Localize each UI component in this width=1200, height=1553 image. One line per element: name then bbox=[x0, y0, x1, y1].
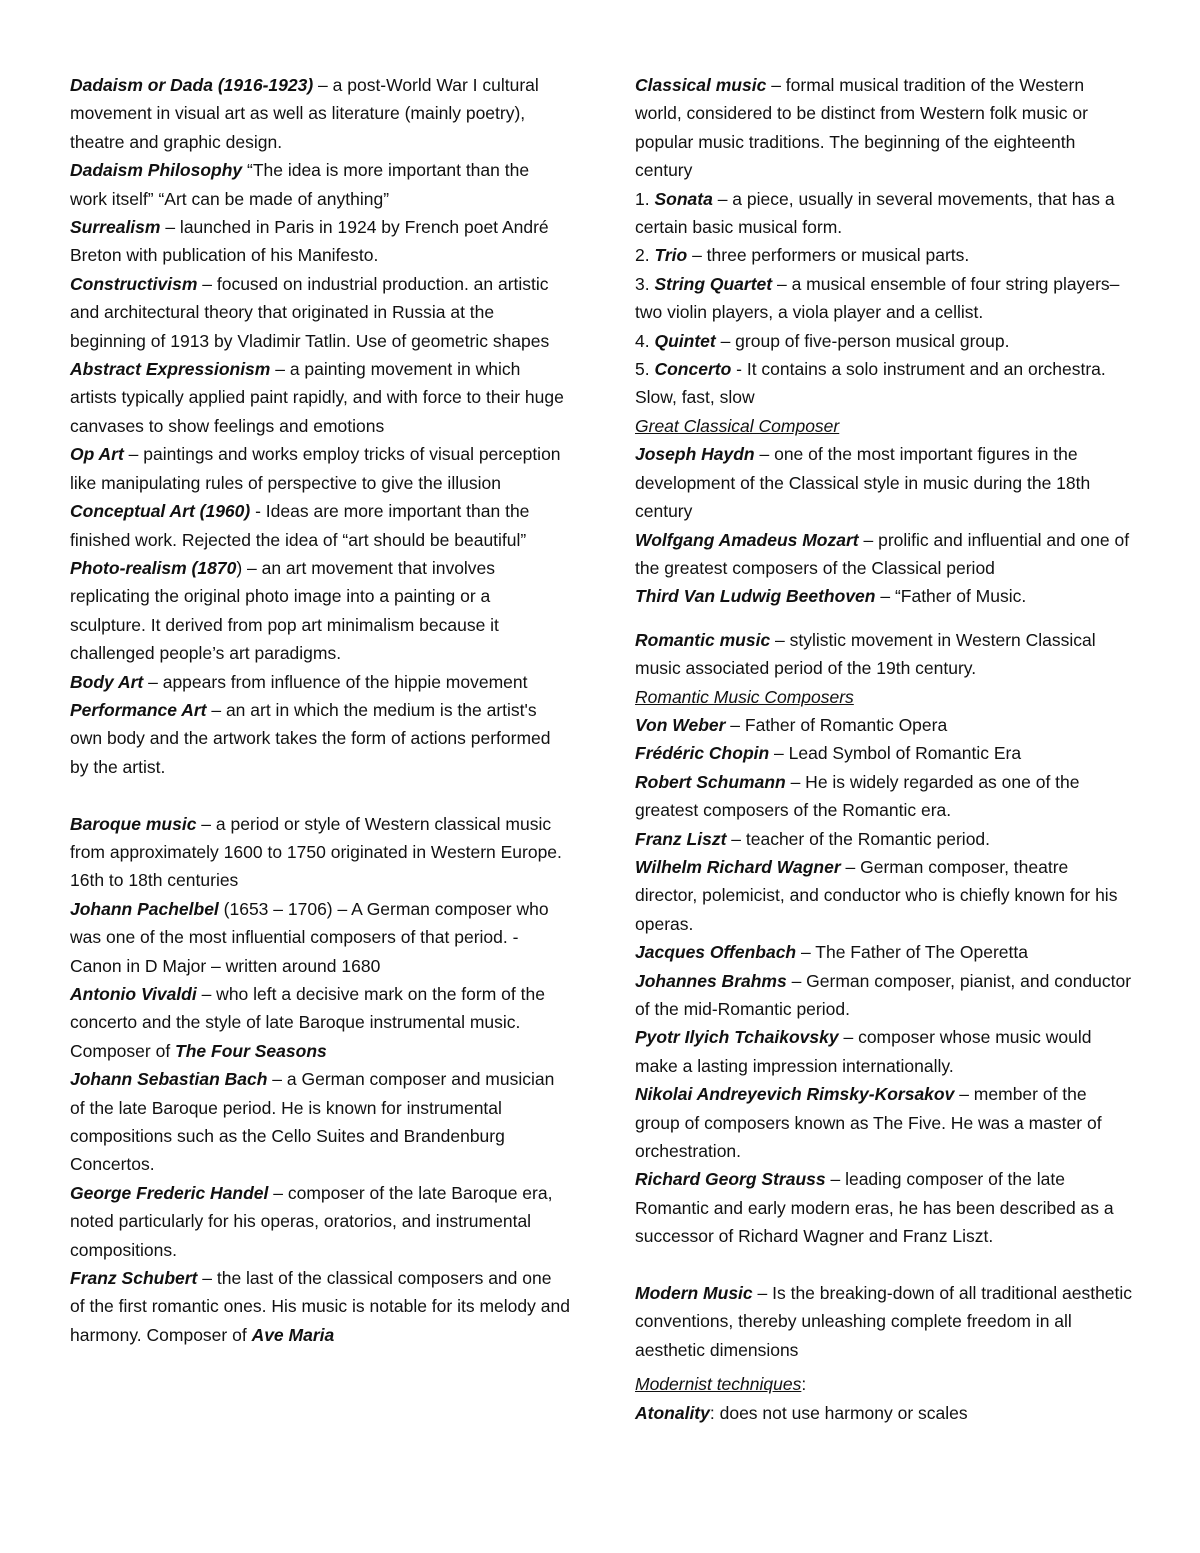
def-conceptual-art: - Ideas are more important than the finished work. Rejected the idea of “art should be beautiful” bbox=[70, 501, 530, 550]
def-photo-realism: ) – an art movement that involves replicating the original photo image into a painting or a sculpture. It derived from pop art minimalism because it challenged people’s art paradigms. bbox=[70, 557, 499, 664]
entry-classical-music bbox=[635, 71, 1135, 185]
term-offenbach: Jacques Offenbach bbox=[635, 942, 797, 963]
term-liszt: Franz Liszt bbox=[635, 828, 727, 849]
term-schubert: Franz Schubert bbox=[70, 1268, 198, 1289]
term-chopin: Frédéric Chopin bbox=[635, 743, 770, 764]
term-mozart: Wolfgang Amadeus Mozart bbox=[635, 529, 859, 550]
heading-modernist-techniques bbox=[635, 1370, 1135, 1398]
def-romantic-music: – stylistic movement in Western Classical music associated period of the 19th century. bbox=[635, 629, 1096, 679]
def-quintet: – group of five-person musical group. bbox=[715, 330, 1010, 351]
entry-tchaikovsky bbox=[635, 1023, 1135, 1080]
def-surrealism: – launched in Paris in 1924 by French poet André Breton with publication of his Manifesto. bbox=[70, 217, 549, 266]
def-beethoven: – “Father of Music. bbox=[875, 586, 1027, 607]
def-constructivism: – focused on industrial production. an artistic and architectural theory that originated in Russia at the beginning of 1913 by Vladimir Tatlin. Use of geometric shapes bbox=[70, 273, 550, 351]
def-performance-art: – an art in which the medium is the artist's own body and the artwork takes the form of actions performed by the artist. bbox=[70, 699, 551, 777]
num-trio: 2. bbox=[635, 245, 655, 266]
entry-weber bbox=[635, 711, 1135, 739]
term-trio: Trio bbox=[654, 245, 688, 266]
num-quintet: 4. bbox=[635, 330, 655, 351]
entry-beethoven bbox=[635, 582, 1135, 610]
term-quintet: Quintet bbox=[654, 330, 716, 351]
num-sonata: 1. bbox=[635, 188, 655, 209]
def-classical-music: – formal musical tradition of the Western world, considered to be distinct from Western folk music or popular music traditions. The beginning of the eighteenth century bbox=[635, 75, 1088, 181]
def-modern-music: – Is the breaking-down of all traditional aesthetic conventions, thereby unleashing complete freedom in all aesthetic dimensions bbox=[635, 1283, 1133, 1360]
num-string-quartet: 3. bbox=[635, 273, 655, 294]
entry-chopin bbox=[635, 739, 1135, 767]
entry-dadaism-philosophy bbox=[70, 156, 570, 213]
entry-vivaldi bbox=[70, 980, 570, 1065]
def-pachelbel: (1653 – 1706) – A German composer who was one of the most influential composers of that period. - Canon in D Major – written around 1680 bbox=[70, 898, 549, 976]
term-dadaism: Dadaism or Dada (1916-1923) bbox=[70, 75, 314, 95]
term-modern-music: Modern Music bbox=[635, 1283, 753, 1304]
entry-schubert bbox=[70, 1264, 570, 1349]
heading-modernist-colon: : bbox=[801, 1374, 807, 1395]
term-atonality: Atonality bbox=[635, 1402, 710, 1423]
term-sonata: Sonata bbox=[654, 188, 713, 209]
entry-handel bbox=[70, 1179, 570, 1264]
term-vivaldi: Antonio Vivaldi bbox=[70, 983, 197, 1004]
work-four-seasons: The Four Seasons bbox=[175, 1040, 327, 1061]
def-dadaism: – a post-World War I cultural movement in visual art as well as literature (mainly poetry), theatre and graphic design. bbox=[70, 75, 539, 152]
def-sonata: – a piece, usually in several movements, that has a certain basic musical form. bbox=[635, 188, 1115, 238]
def-haydn: – one of the most important figures in the development of the Classical style in music during the 18th century bbox=[635, 444, 1091, 522]
entry-photo-realism bbox=[70, 554, 570, 668]
entry-modern-music bbox=[635, 1279, 1135, 1364]
entry-string-quartet bbox=[635, 270, 1135, 327]
def-offenbach: – The Father of The Operetta bbox=[796, 942, 1028, 963]
def-abstract-expressionism: – a painting movement in which artists typically applied paint rapidly, and with force to their huge canvases to show feelings and emotions bbox=[70, 359, 564, 436]
term-concerto: Concerto bbox=[654, 359, 732, 380]
entry-strauss bbox=[635, 1165, 1135, 1250]
def-vivaldi: – who left a decisive mark on the form of the concerto and the style of late Baroque instrumental music. Composer of bbox=[70, 983, 545, 1061]
heading-romantic-music-composers-text: Romantic Music Composers bbox=[635, 686, 854, 707]
def-chopin: – Lead Symbol of Romantic Era bbox=[769, 743, 1022, 764]
entry-trio bbox=[635, 241, 1135, 269]
def-trio: – three performers or musical parts. bbox=[687, 245, 970, 266]
entry-op-art bbox=[70, 440, 570, 497]
section-spacer bbox=[635, 1251, 1135, 1279]
term-haydn: Joseph Haydn bbox=[635, 444, 755, 465]
entry-quintet bbox=[635, 327, 1135, 355]
def-tchaikovsky: – composer whose music would make a lasting impression internationally. bbox=[635, 1027, 1092, 1076]
entry-offenbach bbox=[635, 938, 1135, 966]
entry-conceptual-art bbox=[70, 497, 570, 554]
def-strauss: – leading composer of the late Romantic and early modern eras, he has been described as a successor of Richard Wagner and Franz Liszt. bbox=[635, 1169, 1114, 1247]
term-romantic-music: Romantic music bbox=[635, 629, 771, 650]
entry-surrealism bbox=[70, 213, 570, 270]
section-spacer bbox=[635, 611, 1135, 626]
entry-atonality bbox=[635, 1399, 1135, 1427]
entry-bach bbox=[70, 1065, 570, 1179]
entry-romantic-music bbox=[635, 626, 1135, 683]
entry-liszt bbox=[635, 825, 1135, 853]
term-body-art: Body Art bbox=[70, 671, 144, 692]
entry-constructivism bbox=[70, 270, 570, 355]
def-weber: – Father of Romantic Opera bbox=[725, 714, 948, 735]
term-handel: George Frederic Handel bbox=[70, 1182, 269, 1203]
heading-great-classical-composer-text: Great Classical Composer bbox=[635, 415, 840, 436]
work-ave-maria: Ave Maria bbox=[251, 1324, 335, 1345]
term-schumann: Robert Schumann bbox=[635, 771, 786, 792]
def-liszt: – teacher of the Romantic period. bbox=[726, 828, 991, 849]
term-dadaism-philosophy: Dadaism Philosophy bbox=[70, 160, 243, 181]
entry-concerto bbox=[635, 355, 1135, 412]
term-bach: Johann Sebastian Bach bbox=[70, 1069, 268, 1090]
term-conceptual-art: Conceptual Art (1960) bbox=[70, 501, 251, 522]
term-wagner: Wilhelm Richard Wagner bbox=[635, 856, 841, 877]
entry-wagner bbox=[635, 853, 1135, 938]
entry-brahms bbox=[635, 967, 1135, 1024]
def-dadaism-philosophy: “The idea is more important than the work itself” “Art can be made of anything” bbox=[70, 160, 530, 209]
entry-pachelbel bbox=[70, 895, 570, 980]
def-schubert: – the last of the classical composers and one of the first romantic ones. His music is notable for its melody and harmony. Composer of bbox=[70, 1268, 570, 1345]
term-performance-art: Performance Art bbox=[70, 699, 207, 720]
def-bach: – a German composer and musician of the late Baroque period. He is known for instrumental compositions such as the Cello Suites and Brandenburg Concertos. bbox=[70, 1069, 555, 1175]
right-column bbox=[635, 71, 1135, 1427]
def-mozart: – prolific and influential and one of the greatest composers of the Classical period bbox=[635, 529, 1130, 578]
def-handel: – composer of the late Baroque era, noted particularly for his operas, oratorios, and instrumental compositions. bbox=[70, 1182, 553, 1260]
def-baroque-music: – a period or style of Western classical music from approximately 1600 to 1750 originated in Western Europe. 16th to 18th centuries bbox=[70, 813, 562, 891]
term-constructivism: Constructivism bbox=[70, 273, 198, 294]
term-classical-music: Classical music bbox=[635, 75, 767, 95]
entry-dadaism bbox=[70, 71, 570, 156]
num-concerto: 5. bbox=[635, 359, 655, 380]
term-rimsky-korsakov: Nikolai Andreyevich Rimsky-Korsakov bbox=[635, 1084, 955, 1105]
entry-baroque-music bbox=[70, 810, 570, 895]
left-column bbox=[70, 71, 570, 1349]
entry-mozart bbox=[635, 526, 1135, 583]
term-baroque-music: Baroque music bbox=[70, 813, 197, 834]
entry-abstract-expressionism bbox=[70, 355, 570, 440]
def-concerto: - It contains a solo instrument and an orchestra. Slow, fast, slow bbox=[635, 359, 1106, 408]
term-pachelbel: Johann Pachelbel bbox=[70, 898, 219, 919]
heading-romantic-music-composers bbox=[635, 683, 1135, 711]
term-brahms: Johannes Brahms bbox=[635, 970, 787, 991]
entry-performance-art bbox=[70, 696, 570, 781]
def-op-art: – paintings and works employ tricks of visual perception like manipulating rules of perspective to give the illusion bbox=[70, 444, 561, 493]
def-body-art: – appears from influence of the hippie movement bbox=[143, 671, 528, 692]
term-op-art: Op Art bbox=[70, 444, 124, 465]
term-surrealism: Surrealism bbox=[70, 217, 161, 238]
def-atonality: : does not use harmony or scales bbox=[709, 1402, 968, 1423]
term-strauss: Richard Georg Strauss bbox=[635, 1169, 826, 1190]
entry-haydn bbox=[635, 440, 1135, 525]
entry-schumann bbox=[635, 768, 1135, 825]
def-string-quartet: – a musical ensemble of four string players– two violin players, a viola player and a cellist. bbox=[635, 273, 1120, 323]
heading-modernist-techniques-text: Modernist techniques bbox=[635, 1374, 802, 1395]
def-schumann: – He is widely regarded as one of the greatest composers of the Romantic era. bbox=[635, 771, 1080, 821]
term-weber: Von Weber bbox=[635, 714, 726, 735]
def-brahms: – German composer, pianist, and conductor of the mid-Romantic period. bbox=[635, 970, 1132, 1019]
entry-rimsky-korsakov bbox=[635, 1080, 1135, 1165]
term-string-quartet: String Quartet bbox=[654, 273, 773, 294]
heading-great-classical-composer bbox=[635, 412, 1135, 440]
entry-body-art bbox=[70, 668, 570, 696]
term-tchaikovsky: Pyotr Ilyich Tchaikovsky bbox=[635, 1027, 839, 1048]
term-beethoven: Third Van Ludwig Beethoven bbox=[635, 586, 876, 607]
def-rimsky-korsakov: – member of the group of composers known as The Five. He was a master of orchestration. bbox=[635, 1084, 1102, 1162]
section-spacer bbox=[70, 781, 570, 809]
entry-sonata bbox=[635, 185, 1135, 242]
term-photo-realism: Photo-realism (1870 bbox=[70, 557, 237, 578]
term-abstract-expressionism: Abstract Expressionism bbox=[70, 359, 271, 380]
def-wagner: – German composer, theatre director, polemicist, and conductor who is chiefly known for his operas. bbox=[635, 856, 1118, 934]
